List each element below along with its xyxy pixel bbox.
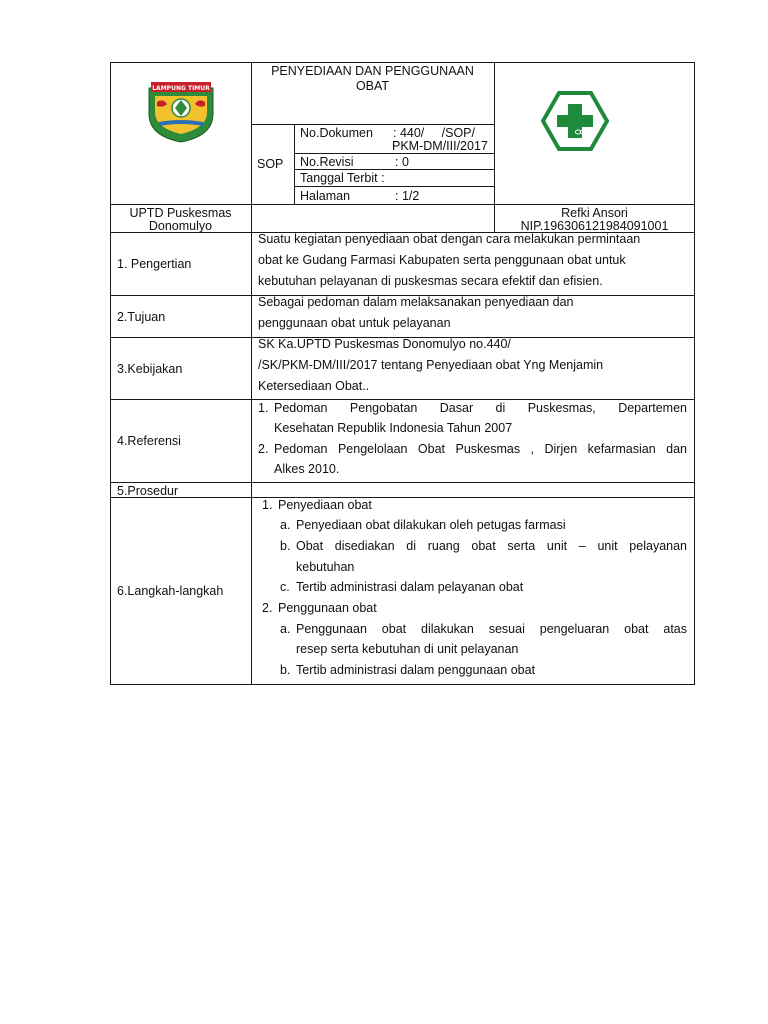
rule-issue-date-bottom (294, 186, 494, 187)
section-label-pengertian: 1. Pengertian (117, 257, 192, 271)
pengertian-line: kebutuhan pelayanan di puskesmas secara efektif dan efisien. (258, 274, 603, 288)
langkah-item-letter: b. (280, 663, 291, 677)
logo-banner-text: LAMPUNG TIMUR (152, 85, 210, 92)
langkah-group-number: 2. (262, 601, 273, 615)
issue-date-label: Tanggal Terbit : (300, 171, 385, 185)
langkah-2a-line2: resep serta kebutuhan di unit pelayanan (296, 642, 519, 656)
institution-name-line2: Donomulyo (148, 219, 213, 233)
section-label-langkah: 6.Langkah-langkah (117, 584, 224, 598)
langkah-1b-line2: kebutuhan (296, 560, 355, 574)
kebijakan-line: Ketersediaan Obat.. (258, 379, 370, 393)
referensi-item-2-line2: Alkes 2010. (274, 462, 340, 476)
kebijakan-content (258, 334, 688, 397)
signer-name: Refki Ansori (561, 206, 628, 220)
section-label-prosedur: 5.Prosedur (117, 484, 179, 498)
sop-label: SOP (257, 157, 284, 171)
rule-kebijakan-bottom (110, 399, 695, 400)
kebijakan-line: /SK/PKM-DM/III/2017 tentang Penyediaan obat Yng Menjamin (258, 358, 604, 372)
rule-title-bottom (251, 124, 494, 125)
revision-label: No.Revisi (300, 155, 354, 169)
section-label-tujuan: 2.Tujuan (117, 310, 166, 324)
rule-sop-column (294, 124, 295, 204)
section-label-referensi: 4.Referensi (117, 434, 181, 448)
revision-value: : 0 (395, 155, 409, 169)
rule-docno-bottom (294, 153, 494, 154)
langkah-1b-line1: Obat disediakan di ruang obat serta unit – unit pelayanan (296, 539, 687, 553)
health-cross-logo (541, 91, 609, 151)
referensi-item-number: 2. (258, 442, 269, 456)
doc-number-value: : 440/ /SOP/ (393, 126, 475, 140)
lampung-timur-logo (145, 78, 217, 144)
langkah-item-letter: a. (280, 622, 291, 636)
doc-number-value-line2: PKM-DM/III/2017 (392, 139, 488, 153)
document-title-line2: OBAT (355, 79, 390, 93)
tujuan-content (258, 292, 688, 334)
langkah-2b: Tertib administrasi dalam penggunaan obat (296, 663, 536, 677)
langkah-1a: Penyediaan obat dilakukan oleh petugas farmasi (296, 518, 566, 532)
langkah-2a-line1: Penggunaan obat dilakukan sesuai pengeluaran obat atas (296, 622, 687, 636)
signer-nip: NIP.196306121984091001 (520, 219, 669, 233)
section-label-kebijakan: 3.Kebijakan (117, 362, 183, 376)
pengertian-line: Suatu kegiatan penyediaan obat dengan cara melakukan permintaan (258, 232, 641, 246)
tujuan-line: Sebagai pedoman dalam melaksanakan penyediaan dan (258, 295, 574, 309)
referensi-item-2-line1: Pedoman Pengelolaan Obat Puskesmas , Dirjen kefarmasian dan (274, 442, 687, 456)
rule-revision-bottom (294, 169, 494, 170)
kebijakan-line: SK Ka.UPTD Puskesmas Donomulyo no.440/ (258, 337, 511, 351)
referensi-item-number: 1. (258, 401, 269, 415)
rule-left-column (251, 62, 252, 685)
page-value: : 1/2 (395, 189, 420, 203)
langkah-item-letter: c. (280, 580, 290, 594)
rule-referensi-bottom (110, 482, 695, 483)
pengertian-line: obat ke Gudang Farmasi Kabupaten serta penggunaan obat untuk (258, 253, 626, 267)
doc-number-label: No.Dokumen (300, 126, 373, 140)
document-title-line1: PENYEDIAAN DAN PENGGUNAAN (271, 64, 474, 78)
langkah-group-2-title: Penggunaan obat (278, 601, 377, 615)
langkah-group-1-title: Penyediaan obat (278, 498, 372, 512)
langkah-item-letter: b. (280, 539, 291, 553)
referensi-item-1-line1: Pedoman Pengobatan Dasar di Puskesmas, Departemen (274, 401, 687, 415)
referensi-item-1-line2: Kesehatan Republik Indonesia Tahun 2007 (274, 421, 513, 435)
langkah-1c: Tertib administrasi dalam pelayanan obat (296, 580, 524, 594)
tujuan-line: penggunaan obat untuk pelayanan (258, 316, 451, 330)
rule-header-bottom (110, 204, 695, 205)
pengertian-content (258, 229, 688, 292)
langkah-group-number: 1. (262, 498, 273, 512)
langkah-item-letter: a. (280, 518, 291, 532)
institution-name-line1: UPTD Puskesmas (129, 206, 232, 220)
rule-prosedur-bottom (110, 497, 695, 498)
page-label: Halaman (300, 189, 351, 203)
